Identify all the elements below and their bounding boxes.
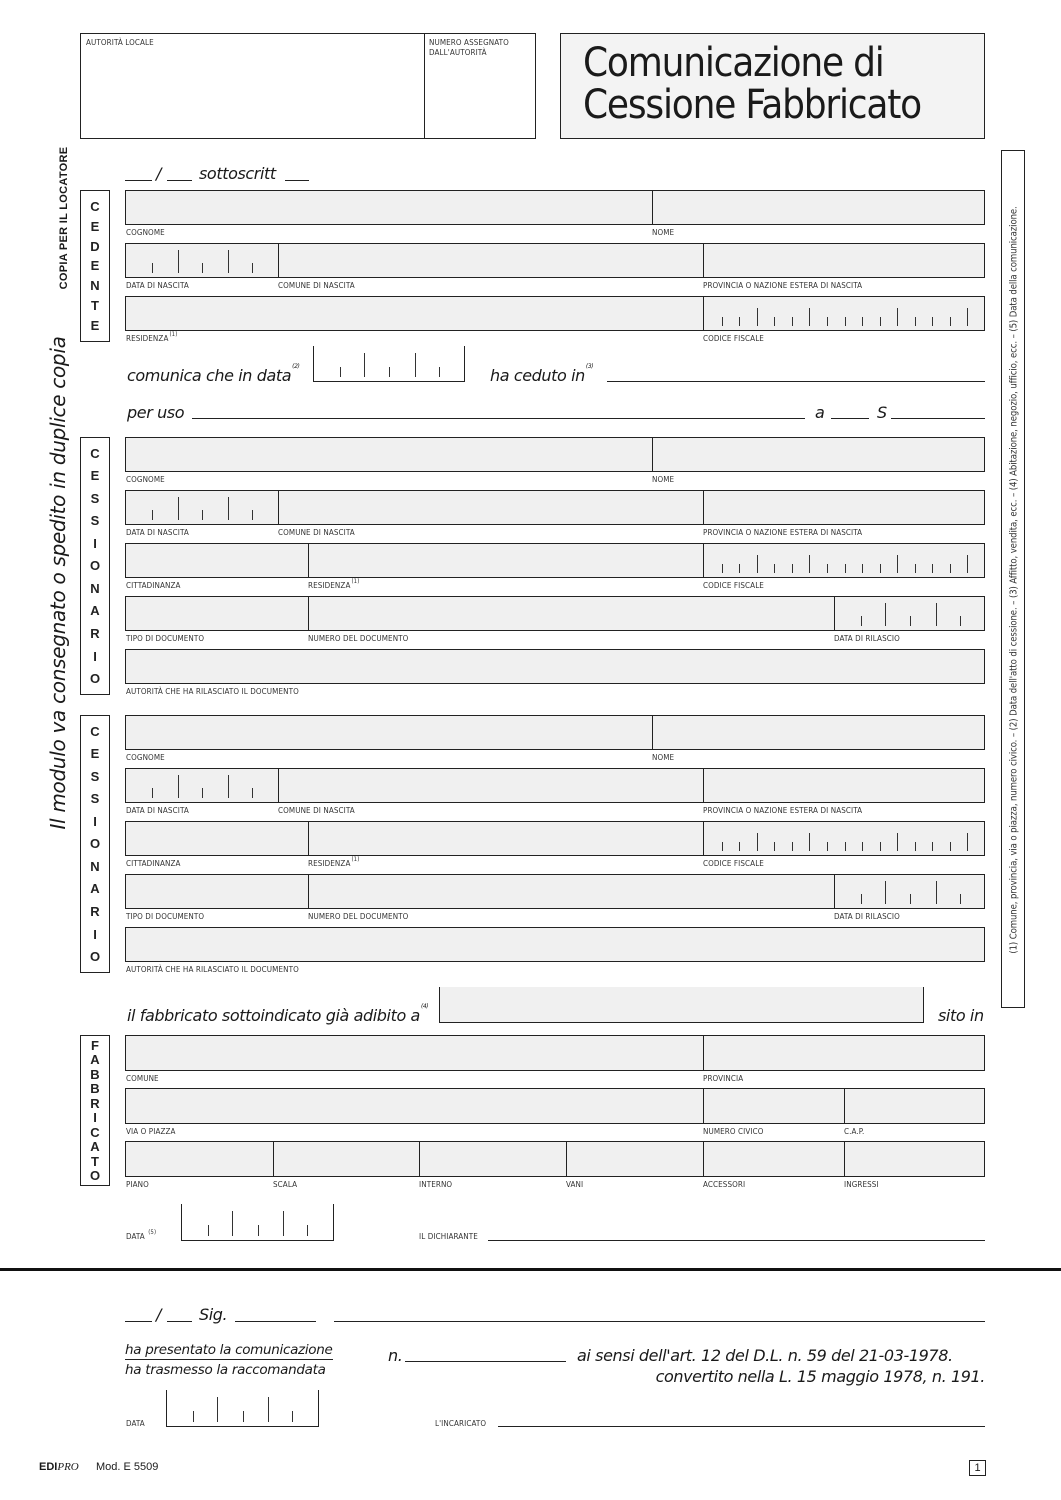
cedente-letter: E (90, 258, 100, 274)
digit-separator (932, 317, 933, 326)
cessionario-autorita-label: AUTORITÀ CHE HA RILASCIATO IL DOCUMENTO (126, 687, 299, 696)
dichiarante-signature-line[interactable] (488, 1240, 985, 1241)
digit-separator (915, 564, 916, 573)
day-blank[interactable] (125, 180, 152, 181)
cessionario-document-row[interactable] (125, 596, 985, 631)
cessionario-numero-doc-label: NUMERO DEL DOCUMENTO (308, 912, 409, 921)
cessionario-letter: I (93, 648, 97, 664)
digit-separator (232, 1211, 233, 1236)
digit-separator (950, 842, 951, 851)
digit-separator (739, 564, 740, 573)
fabbricato-letter: I (93, 1110, 97, 1126)
digit-separator (243, 1411, 244, 1422)
ceduto-blank[interactable] (607, 381, 985, 382)
digit-separator (722, 564, 723, 573)
cessionario-side-label (80, 437, 110, 695)
duplice-copia-note: Il modulo va consegnato o spedito in duplice copia (46, 336, 70, 830)
cessionario-letter: O (89, 558, 101, 574)
fabbricato-civico-label: NUMERO CIVICO (703, 1127, 764, 1136)
cessionario-letter: I (93, 813, 97, 829)
cessionario-side-label (80, 715, 110, 973)
cedente-codice-fiscale-label: CODICE FISCALE (703, 334, 764, 343)
digit-separator (228, 250, 229, 273)
firma-data-label: DATA $^{(5)}$ (126, 1229, 157, 1241)
digit-separator (827, 317, 828, 326)
digit-separator (739, 842, 740, 851)
digit-separator (178, 497, 179, 520)
sig-blank[interactable] (235, 1321, 316, 1322)
digit-separator (967, 308, 968, 326)
digit-separator (722, 842, 723, 851)
cessionario-codice-fiscale-label: CODICE FISCALE (703, 581, 764, 590)
digit-separator (152, 510, 153, 520)
cessionario-data-nascita-label: DATA DI NASCITA (126, 806, 189, 815)
digit-separator (915, 317, 916, 326)
receipt-slash: / (156, 1305, 161, 1324)
cedente-letter: E (90, 317, 100, 333)
cedente-name-row[interactable] (125, 190, 985, 225)
cessione-date-box[interactable] (313, 346, 465, 382)
cessionario-provincia-nascita-label: PROVINCIA O NAZIONE ESTERA DI NASCITA (703, 806, 863, 815)
digit-separator (932, 564, 933, 573)
cessionario-letter: C (90, 723, 100, 739)
digit-separator (792, 842, 793, 851)
fabbricato-letter: R (90, 1095, 100, 1111)
month-blank[interactable] (167, 180, 192, 181)
cessionario-letter: R (90, 904, 100, 920)
digit-separator (897, 555, 898, 573)
cessionario-comune-nascita-label: COMUNE DI NASCITA (278, 528, 355, 537)
gender-blank[interactable] (285, 180, 309, 181)
fabbricato-via-row[interactable] (125, 1088, 985, 1124)
digit-separator (885, 603, 886, 626)
cessionario-cittadinanza-label: CITTADINANZA (126, 581, 181, 590)
per-uso-blank[interactable] (192, 418, 805, 419)
page-number: 1 (969, 1460, 986, 1476)
footnotes-text: (1) Comune, provincia, via o piazza, numero civico. – (2) Data dell'atto di cessione. – (3) Affitto, vendita, ecc. – (4) Abitazione, negozio, ufficio, ecc. – (5) Data della comunicazione. (1008, 206, 1020, 954)
cessionario-data-rilascio-label: DATA DI RILASCIO (834, 634, 900, 643)
fabbricato-letter: B (90, 1081, 100, 1097)
dall-autorita-label: DALL'AUTORITÀ (429, 48, 487, 57)
digit-separator (950, 317, 951, 326)
digit-separator (880, 842, 881, 851)
digit-separator (862, 564, 863, 573)
cessionario-letter: C (90, 445, 100, 461)
fabbricato-comune-label: COMUNE (126, 1074, 159, 1083)
digit-separator (252, 263, 253, 273)
digit-separator (217, 1397, 218, 1422)
sensi-text: ai sensi dell'art. 12 del D.L. n. 59 del 21-03-1978. (577, 1346, 953, 1365)
digit-separator (861, 894, 862, 904)
fabbricato-interno-label: INTERNO (419, 1180, 453, 1189)
digit-separator (228, 775, 229, 798)
digit-separator (827, 564, 828, 573)
fabbricato-via-label: VIA O PIAZZA (126, 1127, 176, 1136)
cessionario-residence-row[interactable] (125, 543, 985, 578)
convertito-text: convertito nella L. 15 maggio 1978, n. 191. (655, 1367, 985, 1386)
authority-divider (424, 34, 425, 138)
cessionario-letter: S (90, 490, 100, 506)
cessionario-data-nascita-label: DATA DI NASCITA (126, 528, 189, 537)
digit-separator (932, 842, 933, 851)
cessionario-cognome-label: COGNOME (126, 475, 165, 484)
digit-separator (202, 788, 203, 798)
cessionario-letter: O (89, 836, 101, 852)
digit-separator (415, 353, 416, 378)
digit-separator (152, 788, 153, 798)
cessionario-letter: E (90, 746, 100, 762)
receipt-day-blank[interactable] (125, 1321, 152, 1322)
cessionario-letter: I (93, 535, 97, 551)
ceduto-label: ha ceduto $in^{(3)}$ (490, 363, 594, 385)
cessionario-autorita-row[interactable] (125, 927, 985, 962)
sito-in-label: sito in (938, 1006, 984, 1025)
digit-separator (827, 842, 828, 851)
digit-separator (845, 842, 846, 851)
cessionario-letter: S (90, 768, 100, 784)
digit-separator (950, 564, 951, 573)
receipt-data-label: DATA (126, 1419, 145, 1428)
cedente-letter: T (91, 297, 99, 313)
cessionario-letter: O (89, 671, 101, 687)
digit-separator (268, 1397, 269, 1422)
digit-separator (862, 842, 863, 851)
cessionario-autorita-row[interactable] (125, 649, 985, 684)
sig-label: Sig. (199, 1305, 228, 1324)
cessionario-comune-nascita-label: COMUNE DI NASCITA (278, 806, 355, 815)
cedente-letter: C (90, 199, 100, 215)
sig-name-line[interactable] (334, 1321, 985, 1322)
cessionario-residenza-label: RESIDENZA$^{(1)}$ (308, 578, 360, 590)
cessionario-residence-row[interactable] (125, 821, 985, 856)
cessionario-letter: N (90, 858, 100, 874)
cessionario-autorita-label: AUTORITÀ CHE HA RILASCIATO IL DOCUMENTO (126, 965, 299, 974)
cessionario-tipo-doc-label: TIPO DI DOCUMENTO (126, 912, 205, 921)
s-label: S (877, 403, 887, 422)
fabbricato-letter: A (90, 1052, 100, 1068)
firma-date-box[interactable] (181, 1204, 334, 1241)
cessionario-numero-doc-label: NUMERO DEL DOCUMENTO (308, 634, 409, 643)
cessionario-letter: I (93, 926, 97, 942)
digit-separator (228, 497, 229, 520)
digit-separator (809, 308, 810, 326)
digit-separator (340, 367, 341, 378)
digit-separator (967, 555, 968, 573)
sottoscritt-label: sottoscritt (199, 164, 276, 183)
cessionario-letter: A (90, 881, 100, 897)
digit-separator (739, 317, 740, 326)
cedente-birthdate-ticks (126, 244, 278, 277)
authority-box (80, 33, 536, 139)
digit-separator (283, 1211, 284, 1236)
digit-separator (845, 564, 846, 573)
cedente-cf-ticks (704, 297, 985, 330)
copia-locatore-label: COPIA PER IL LOCATORE (58, 146, 70, 290)
digit-separator (885, 881, 886, 904)
cessionario-name-row[interactable] (125, 715, 985, 750)
fabbricato-dettagli-row[interactable] (125, 1141, 985, 1177)
digit-separator (910, 616, 911, 626)
fabbricato-letter: B (90, 1066, 100, 1082)
cessionario-data-rilascio-label: DATA DI RILASCIO (834, 912, 900, 921)
cessionario-residenza-label: RESIDENZA$^{(1)}$ (308, 856, 360, 868)
digit-separator (936, 881, 937, 904)
receipt-divider (0, 1268, 1061, 1271)
numero-assegnato-label: NUMERO ASSEGNATO (429, 38, 509, 47)
n-label: n. (388, 1346, 403, 1365)
digit-separator (722, 317, 723, 326)
cessionario-letter: S (90, 791, 100, 807)
digit-separator (258, 1225, 259, 1236)
cessionario-cognome-label: COGNOME (126, 753, 165, 762)
fabbricato-adibito-label: il fabbricato sottoindicato già adibito $a^{(4)}$ (127, 1003, 429, 1025)
fabbricato-provincia-label: PROVINCIA (703, 1074, 744, 1083)
digit-separator (792, 564, 793, 573)
cedente-residenza-label: RESIDENZA$^{(1)}$ (126, 331, 178, 343)
cedente-nome-label: NOME (652, 228, 675, 237)
digit-separator (809, 555, 810, 573)
cessionario-letter: S (90, 513, 100, 529)
digit-separator (915, 842, 916, 851)
footnotes-box (1001, 150, 1025, 1008)
cedente-provincia-nascita-label: PROVINCIA O NAZIONE ESTERA DI NASCITA (703, 281, 863, 290)
digit-separator (897, 308, 898, 326)
model-number: Mod. E 5509 (96, 1461, 159, 1473)
digit-separator (757, 308, 758, 326)
digit-separator (364, 353, 365, 378)
digit-separator (193, 1411, 194, 1422)
fabbricato-letter: C (90, 1124, 100, 1140)
cedente-residence-row[interactable] (125, 296, 985, 331)
digit-separator (202, 510, 203, 520)
comunica-label: comunica che in data$^{(2)}$ (127, 363, 300, 385)
cessionario-letter: R (90, 626, 100, 642)
title-line-2: Cessione Fabbricato (583, 82, 921, 128)
dichiarante-label: IL DICHIARANTE (419, 1232, 478, 1241)
cedente-side-label (80, 190, 110, 342)
publisher-logo: EDIPRO (39, 1461, 79, 1473)
cedente-letter: D (90, 238, 100, 254)
fabbricato-side-label (80, 1035, 110, 1186)
digit-separator (880, 564, 881, 573)
cessionario-document-row[interactable] (125, 874, 985, 909)
digit-separator (208, 1225, 209, 1236)
digit-separator (152, 263, 153, 273)
title-line-1: Comunicazione di (583, 40, 884, 86)
digit-separator (792, 317, 793, 326)
title-box (560, 33, 985, 139)
digit-separator (861, 616, 862, 626)
digit-separator (389, 367, 390, 378)
digit-separator (936, 603, 937, 626)
digit-separator (178, 250, 179, 273)
digit-separator (960, 616, 961, 626)
digit-separator (960, 894, 961, 904)
fabbricato-letter: T (91, 1153, 99, 1169)
digit-separator (897, 833, 898, 851)
digit-separator (862, 317, 863, 326)
cessionario-provincia-nascita-label: PROVINCIA O NAZIONE ESTERA DI NASCITA (703, 528, 863, 537)
a-label: a (815, 403, 825, 422)
fabbricato-letter: O (89, 1168, 101, 1184)
digit-separator (774, 564, 775, 573)
digit-separator (202, 263, 203, 273)
digit-separator (439, 367, 440, 378)
digit-separator (757, 555, 758, 573)
cedente-birth-row[interactable] (125, 243, 985, 278)
autorita-locale-label: AUTORITÀ LOCALE (86, 38, 154, 47)
fabbricato-vani-label: VANI (566, 1180, 584, 1189)
digit-separator (910, 894, 911, 904)
cessionario-nome-label: NOME (652, 753, 675, 762)
cessionario-birth-row[interactable] (125, 768, 985, 803)
a-blank[interactable] (831, 418, 869, 419)
receipt-date-box[interactable] (166, 1390, 319, 1427)
intro-slash: / (156, 164, 161, 183)
digit-separator (307, 1225, 308, 1236)
cessionario-letter: O (89, 949, 101, 965)
digit-separator (252, 510, 253, 520)
receipt-month-blank[interactable] (167, 1321, 192, 1322)
cedente-comune-nascita-label: COMUNE DI NASCITA (278, 281, 355, 290)
presentato-option[interactable]: ha presentato la comunicazione (125, 1342, 333, 1358)
digit-separator (845, 317, 846, 326)
cessionario-letter: A (90, 603, 100, 619)
cessionario-nome-label: NOME (652, 475, 675, 484)
fabbricato-scala-label: SCALA (273, 1180, 298, 1189)
cedente-cognome-label: COGNOME (126, 228, 165, 237)
cessionario-letter: E (90, 468, 100, 484)
fabbricato-accessori-label: ACCESSORI (703, 1180, 746, 1189)
cessionario-cittadinanza-label: CITTADINANZA (126, 859, 181, 868)
cessionario-name-row[interactable] (125, 437, 985, 472)
cedente-letter: N (90, 278, 100, 294)
digit-separator (774, 842, 775, 851)
fabbricato-comune-row[interactable] (125, 1035, 985, 1071)
cedente-letter: E (90, 219, 100, 235)
digit-separator (252, 788, 253, 798)
cessionario-birth-row[interactable] (125, 490, 985, 525)
fabbricato-letter: F (91, 1037, 99, 1053)
incaricato-label: L'INCARICATO (435, 1419, 487, 1428)
receipt-options (125, 1342, 333, 1378)
incaricato-signature-line[interactable] (498, 1426, 985, 1427)
fabbricato-letter: A (90, 1139, 100, 1155)
fabbricato-ingressi-label: INGRESSI (844, 1180, 879, 1189)
per-uso-label: per uso (127, 403, 185, 422)
cessionario-codice-fiscale-label: CODICE FISCALE (703, 859, 764, 868)
digit-separator (178, 775, 179, 798)
digit-separator (757, 833, 758, 851)
page-title (583, 42, 921, 126)
cessionario-tipo-doc-label: TIPO DI DOCUMENTO (126, 634, 205, 643)
digit-separator (967, 833, 968, 851)
digit-separator (292, 1411, 293, 1422)
s-blank[interactable] (891, 418, 985, 419)
cedente-data-nascita-label: DATA DI NASCITA (126, 281, 189, 290)
fabbricato-cap-label: C.A.P. (844, 1127, 865, 1136)
digit-separator (809, 833, 810, 851)
adibito-field[interactable] (439, 987, 924, 1023)
digit-separator (774, 317, 775, 326)
cessionario-letter: N (90, 580, 100, 596)
digit-separator (880, 317, 881, 326)
trasmesso-option[interactable]: ha trasmesso la raccomandata (125, 1362, 326, 1378)
n-blank[interactable] (405, 1361, 566, 1362)
fabbricato-piano-label: PIANO (126, 1180, 149, 1189)
